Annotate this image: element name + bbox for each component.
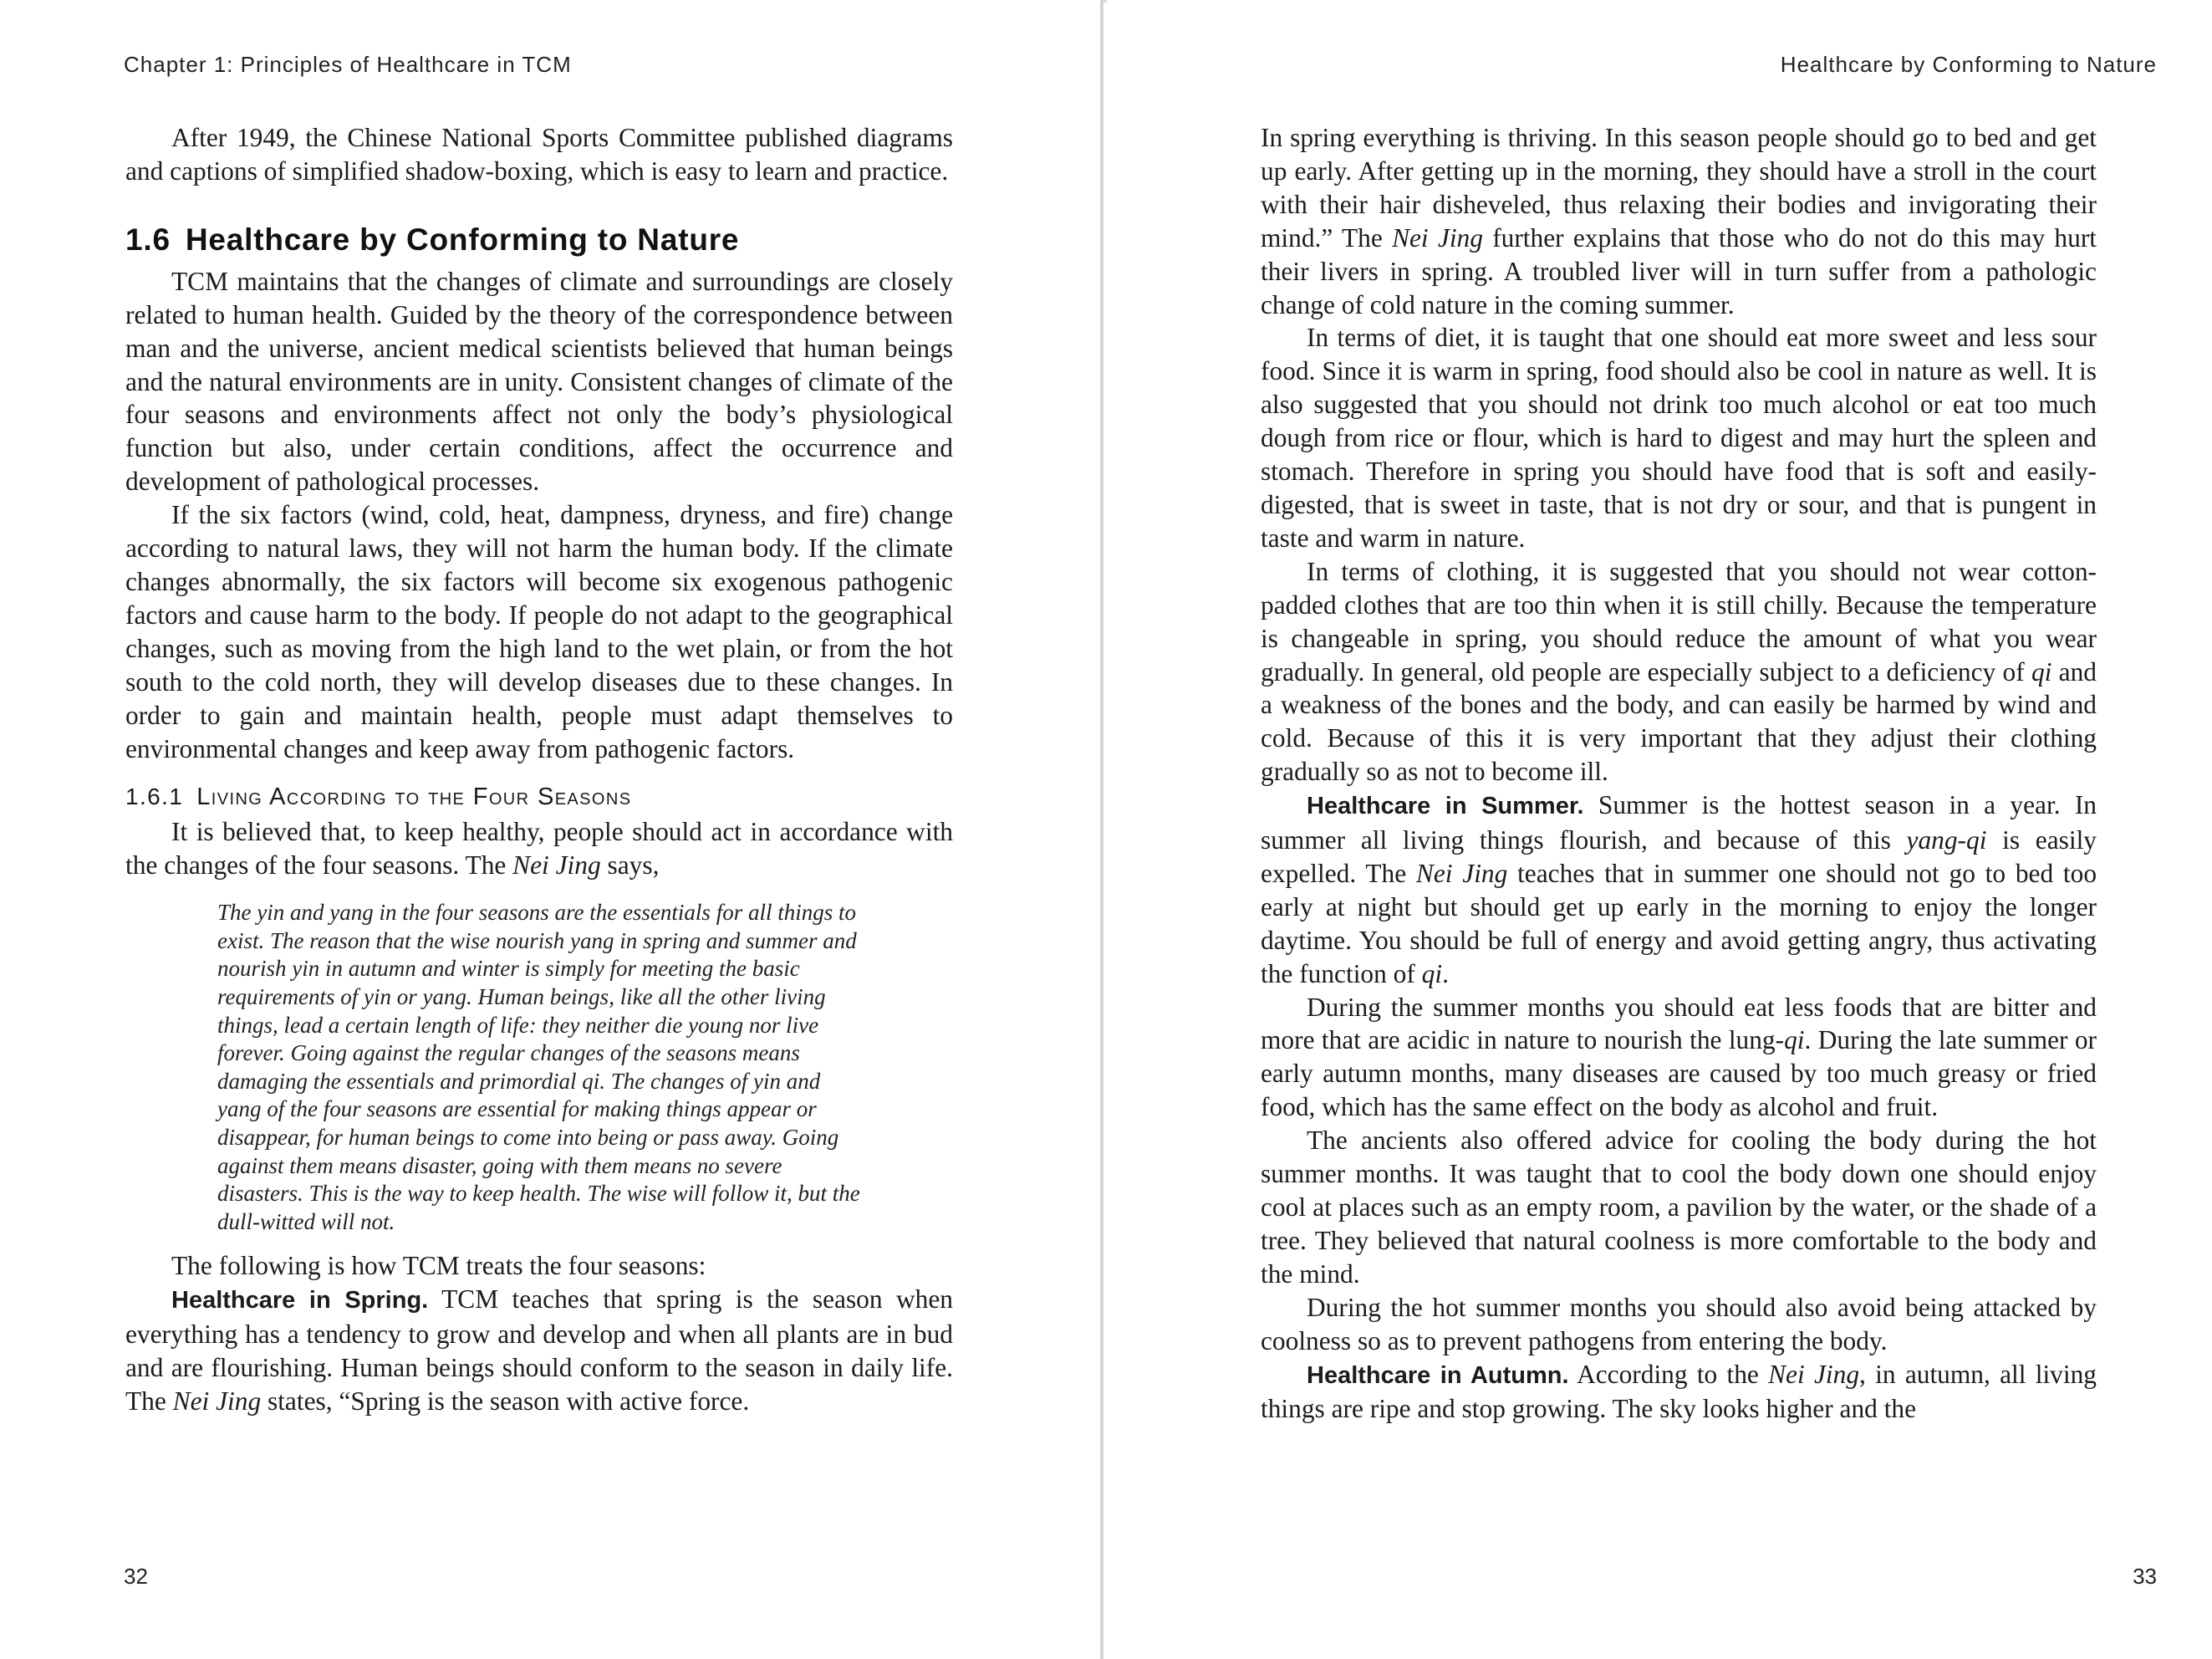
- autumn-paragraph: [1261, 1358, 2097, 1427]
- section-heading: [125, 222, 953, 258]
- summer-book-title: Nei Jing: [1415, 858, 1508, 888]
- right-text-block: [1261, 121, 2097, 1426]
- section-paragraph-2: If the six factors (wind, cold, heat, dampness, dryness, and fire) change according to natural laws, they will not harm the human body. If the climate changes abnormally, the six factors will become six exogenous pathogenic factors and cause harm to the body. If people do not adapt to the geographical changes, such as moving from the high land to the wet plain, or from the hot south to the cold north, they will develop diseases due to these changes. In order to gain and maintain health, people must adapt themselves to environmental changes and keep away from pathogenic factors.: [125, 500, 953, 763]
- spring-paragraph: [125, 1283, 953, 1418]
- left-text-block: [125, 121, 953, 1418]
- section-number: 1.6: [125, 222, 171, 257]
- subsection-heading: [125, 782, 953, 812]
- spring-clothing-paragraph: [1261, 555, 2097, 789]
- right-page: [1107, 0, 2212, 1659]
- summer-coolness-paragraph: During the hot summer months you should also avoid being attacked by coolness so as to prevent pathogens from entering the body.: [1261, 1292, 2097, 1355]
- summer-term-1: yang-qi: [1906, 825, 1987, 855]
- spring-continued-paragraph: [1261, 121, 2097, 321]
- p1-book-title: Nei Jing: [1392, 222, 1483, 253]
- p5-text: During the summer months you should eat less foods that are bitter and more that are acidic in nature to nourish the lung-: [1261, 992, 2097, 1055]
- subsection-intro: [125, 815, 953, 882]
- summer-text: Summer is the hottest season in a year. In summer all living things flourish, and because of this: [1261, 790, 2097, 855]
- autumn-text-end: , in autumn, all living things are ripe and stop growing. The sky looks higher and the: [1261, 1359, 2097, 1424]
- section-title: Healthcare by Conforming to Nature: [185, 222, 740, 257]
- summer-text-after: teaches that in summer one should not go to bed too early at night but should get up early in the morning to enjoy the longer daytime. You should be full of energy and avoid getting angry, thus activating the function of: [1261, 858, 2097, 988]
- running-head-left: Chapter 1: Principles of Healthcare in TCM: [124, 52, 572, 77]
- section-paragraph-1: TCM maintains that the changes of climate and surroundings are closely related to human health. Guided by the theory of the correspondence between man and the universe, ancient medical scientists believed that human beings and the natural environments are in unity. Consistent changes of climate of the four seasons and environments affect not only the body’s physiological function but also, under certain conditions, affect the occurrence and development of pathological processes.: [125, 266, 953, 497]
- subsection-number: 1.6.1: [125, 784, 184, 810]
- page-number-left: 32: [124, 1564, 148, 1589]
- summer-text-end: .: [1442, 958, 1449, 988]
- summer-lead-in: Healthcare in Summer.: [1307, 793, 1584, 820]
- spring-book-title: Nei Jing: [172, 1386, 262, 1416]
- spring-diet-paragraph: In terms of diet, it is taught that one should eat more sweet and less sour food. Since it is warm in spring, food should also be cool in nature as well. It is also suggested that you should not drink too much alcohol or eat too much dough from rice or flour, which is hard to digest and may hurt the spleen and stomach. Therefore in spring you should have food that is soft and easily-digested, that is sweet in taste, that is not dry or sour, and that is pungent in taste and warm in nature.: [1261, 323, 2097, 553]
- nei-jing-quote: The yin and yang in the four seasons are the essentials for all things to exist. The reason that the wise nourish yang in spring and summer and nourish yin in autumn and winter is simply for meeting the basic requirements of yin or yang. Human beings, like all the other living things, lead a certain length of life: they neither die young nor live forever. Going against the regular changes of the seasons means damaging the essentials and primordial qi. The changes of yin and yang of the four seasons are essential for making things appear or disappear, for human beings to come into being or pass away. Going against them means disaster, going with them means no severe disasters. This is the way to keep health. The wise will follow it, but the dull-witted will not.: [217, 900, 860, 1234]
- p3-term: qi: [2031, 656, 2052, 687]
- intro-text: It is believed that, to keep healthy, people should act in accordance with the changes of the four seasons. The: [125, 817, 953, 881]
- autumn-book-title: Nei Jing: [1768, 1359, 1860, 1389]
- running-head-right: Healthcare by Conforming to Nature: [1780, 52, 2157, 77]
- p1-text-end: further explains that those who do not do this may hurt their livers in spring. A troubled liver will in turn suffer from a pathologic change of cold nature in the coming summer.: [1261, 222, 2097, 319]
- p3-text: In terms of clothing, it is suggested that you should not wear cotton-padded clothes that are too thin when it is still chilly. Because the temperature is changeable in spring, you should reduce the amount of what you wear gradually. In general, old people are especially subject to a deficiency of: [1261, 556, 2097, 687]
- intro-book-title: Nei Jing: [512, 850, 601, 881]
- summer-cooling-paragraph: The ancients also offered advice for cooling the body during the hot summer months. It was taught that to cool the body down one should enjoy cool at places such as an empty room, a pavilion by the water, or the shade of a tree. They believed that natural coolness is more comfortable to the body and the mind.: [1261, 1126, 2097, 1289]
- p3-text-end: and a weakness of the bones and the body, and can easily be harmed by wind and cold. Because of this it is very important that they adjust their clothing gradually so as not to become ill.: [1261, 656, 2097, 787]
- summer-term-2: qi: [1421, 958, 1443, 988]
- autumn-text: According to the: [1568, 1359, 1769, 1389]
- following-paragraph: The following is how TCM treats the four seasons:: [171, 1251, 706, 1281]
- page-number-right: 33: [2133, 1564, 2157, 1589]
- spring-text: TCM teaches that spring is the season when everything has a tendency to grow and develop and when all plants are in bud and are flourishing. Human beings should conform to the season in daily life. The: [125, 1284, 953, 1416]
- intro-text-end: says,: [600, 850, 660, 881]
- intro-paragraph: After 1949, the Chinese National Sports Committee published diagrams and captions of simplified shadow-boxing, which is easy to learn and practice.: [125, 123, 953, 186]
- summer-text-mid: is easily expelled. The: [1261, 825, 2097, 888]
- left-page: [0, 0, 1103, 1659]
- summer-paragraph: [1261, 789, 2097, 990]
- p1-text: In spring everything is thriving. In this season people should go to bed and get up early. After getting up in the morning, they should have a stroll in the court with their hair disheveled, thus relaxing their bodies and invigorating their mind.” The: [1261, 123, 2097, 253]
- p5-text-end: . During the late summer or early autumn months, many diseases are caused by too much greasy or fried food, which has the same effect on the body as alcohol and fruit.: [1261, 1025, 2097, 1122]
- p5-term: qi: [1784, 1025, 1805, 1055]
- spring-lead-in: Healthcare in Spring.: [171, 1287, 429, 1314]
- autumn-lead-in: Healthcare in Autumn.: [1307, 1361, 1569, 1389]
- summer-diet-paragraph: [1261, 991, 2097, 1125]
- subsection-title: Living According to the Four Seasons: [196, 784, 632, 811]
- spring-text-end: states, “Spring is the season with active force.: [261, 1386, 750, 1416]
